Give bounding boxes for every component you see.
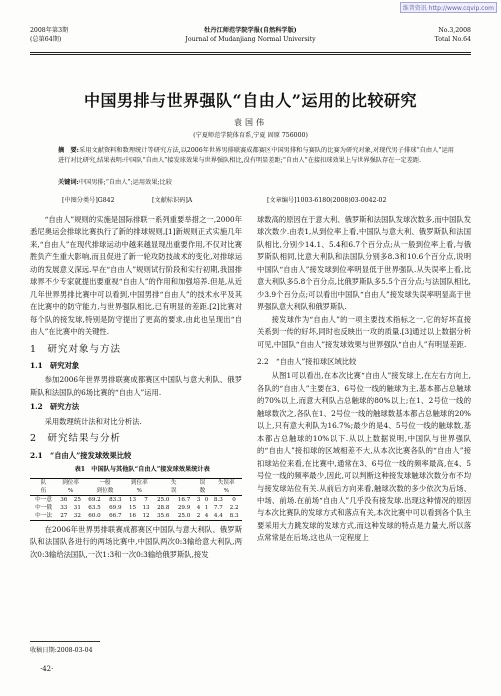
section-2-heading: 2 研究结果与分析: [30, 433, 122, 445]
issue-number-en: No.3,2008: [438, 27, 471, 34]
table-cell: 4: [196, 504, 201, 511]
clc-number: [中图分类号]G842: [62, 197, 115, 204]
header-right: [435, 26, 471, 44]
received-date: 收稿日期:2008-03-04: [30, 647, 93, 654]
reception-summary-paragraph: 接发球作为“自由人”的一项主要技术指标之一,它的好坏直接关系到一传的好坏,同时也反映出一攻的质量.[3]通过以上数据分析可见,中国队“自由人”接发球效果与世界强队“自由人”有明显差距.: [257, 314, 471, 349]
table-cell: 3: [196, 496, 201, 503]
table-cell: 2: [194, 512, 202, 521]
table-header-cell: 队: [30, 478, 57, 487]
document-code: [文献标识码]A: [152, 197, 193, 204]
table-cell: 16: [126, 512, 140, 521]
table-cell: 28.8: [156, 504, 170, 511]
table-cell: 8.3: [226, 512, 242, 521]
section-1-2-heading: 1.2 研究方法: [30, 402, 80, 412]
section-1-1-heading: 1.1 研究对象: [30, 360, 80, 370]
table-cell: 35.6: [153, 512, 174, 521]
right-column: [257, 214, 471, 545]
header-center: [30, 26, 471, 44]
left-column: [30, 214, 242, 561]
table-cell: 0: [204, 496, 209, 503]
table-row: [30, 495, 242, 504]
issue-number: 2008年第3期: [30, 27, 69, 34]
keywords: [58, 178, 454, 188]
article-title: 中国男排与世界强队“自由人”运用的比较研究: [84, 91, 417, 110]
table-header-cell: 数: [194, 487, 210, 496]
section-2-2-heading: 2.2 “自由人”接扣球区域比较: [257, 356, 357, 366]
page-number: ·42·: [40, 665, 54, 673]
total-issue-en: Total No.64: [434, 36, 471, 43]
table-header-cell: %: [57, 487, 84, 496]
table-header-row-2: [30, 487, 242, 496]
table-cell: 4.4: [210, 512, 226, 521]
table-cell: 中一意: [35, 496, 52, 503]
section-2-1-heading: 2.1 “自由人”接发球效果比较: [30, 450, 132, 460]
intro-paragraph: “自由人”规则的实施是国际排联一系列重要举措之一,2000年悉尼奥运会排球比赛执行了新的排球规则,[1]新规则正式实施几年来,“自由人”在现代排球运动中越来越显现出重要作用,不仅对比赛胜负产生重大影响,而且促进了新一轮攻防技战术的变化,对排球运动的发展意义深远.早在“自由人”规则试行阶段和实行初期,我国排球界不少专家就提出要重视“自由人”的作用和加强培养.但是,从近几年世界男排比赛中可以看到,中国男排“自由人”的技术水平及其在比赛中的防守能力,与世界强队相比,已有明显的差距.[2]比赛对每个队的接发球,特别是防守提出了更高的要求,由此也呈现出“自由人”在比赛中的关键性.: [30, 215, 242, 337]
table-header-cell: %: [210, 487, 242, 496]
table-header-cell: 一般: [84, 478, 126, 487]
keywords-label: 关键词:: [58, 179, 79, 186]
table-cell: 32: [71, 512, 85, 521]
table-row: [30, 512, 242, 521]
watermark-badge[interactable]: 维普资讯 http://www.cqvip.com: [400, 2, 497, 13]
table-cell: 4: [202, 512, 210, 521]
journal-name-cn: 牡丹江师范学院学报(自然科学版): [204, 27, 297, 34]
table-cell: 29.9: [177, 504, 191, 511]
table-cell: 27: [57, 512, 71, 521]
table-cell: 66.7: [105, 512, 126, 521]
abstract-text: 采用文献资料和数理统计等研究方法,以2006年世界男排联赛成都赛区中国男排和与赛队的比赛为研究对象,对现代男子排球“自由人”运用进行对比研究,结果表明:中国队“自由人”接发球效果与世界强队相比,没有明显差距;“自由人”在接扣球效果上与世界强队存在一定差距.: [58, 147, 454, 164]
results-paragraph: 球数高的原因在于意大利、俄罗斯和法国队发球次数多,而中国队发球次数少.由表1,从到位率上看,中国队与意大利、俄罗斯队和法国队相比,分别少14.1、5.4和6.7个百分点;从一般到位率上看,与俄罗斯队相同,比意大利队和法国队分别多8.3和10.6个百分点,说明中国队“自由人”接发球到位率明显低于世界强队.从失误率上看,比意大利队多5.8个百分点,比俄罗斯队多5.5个百分点;与法国队相比,少3.9个百分点;可以看出中国队“自由人”接发球失误率明显高于世界强队意大利队和俄罗斯队.: [257, 215, 471, 312]
journal-name-en: Journal of Mudanjiang Normal University: [185, 36, 316, 43]
table-header-cell: %: [126, 487, 153, 496]
table-header-cell: 失误率: [210, 478, 242, 487]
table-header-cell: 误: [194, 478, 210, 487]
header-rule-2: [30, 54, 471, 55]
table-header-cell: 失: [153, 478, 195, 487]
table-cell: 25: [73, 496, 81, 503]
table-cell: 13: [142, 504, 150, 511]
table-cell: 0: [232, 496, 236, 503]
table-cell: 36: [60, 496, 68, 503]
table-header-cell: 误: [153, 487, 195, 496]
author: 袁国伟: [234, 118, 267, 127]
table-row: [30, 504, 242, 512]
table-header-cell: 到位率: [57, 478, 84, 487]
table-caption: 表1 中国队与其他队“自由人”接发球效果统计表: [74, 466, 210, 474]
table-cell: 中一俄: [35, 504, 52, 511]
table-cell: 60.0: [84, 512, 105, 521]
zone-analysis-paragraph: 从图1可以看出,在本次比赛“自由人”接发球上,在左右方向上,各队的“自由人”主要在3、6号位一线的触球为主,基本都占总触球的70%以上,而意大利队占总触球的80%以上;在1、2号位一线的触球数次之,各队在1、2号位一线的触球数基本都占总触球的20%以上,只有意大利队为16.7%;最少的是4、5号位一线的触球数,基本都占总触球的10%以下.从以上数据说明,中国队与世界强队的“自由人”接扣球的区域相差不大,从本次比赛各队的“自由人”接扣球站位来看,在比赛中,通常在3、6号位一线的频率最高,在4、5号位一线的频率最少,因此,可以判断这种接发球触球次数分布不均与接发球站位有关.从前后方向来看,触球次数的多少依次为后场、中场、前场.在前场“自由人”几乎没有接发球.出现这种情况的原因与本次比赛队的发球方式和落点有关,本次比赛中可以看到各个队主要采用大力跳发球的发球方式,而这种发球的特点是力量大,所以落点常常是在后场,这也从一定程度上: [257, 371, 471, 543]
table-cell: 69.2: [88, 496, 101, 503]
table-cell: 8.3: [213, 496, 223, 503]
table-cell: 25.0: [156, 496, 170, 503]
table-header-row-1: [30, 478, 242, 487]
header-rule: [30, 52, 471, 53]
table-cell: 33: [60, 504, 68, 511]
footnote-rule: [30, 641, 100, 642]
abstract-label: 摘 要:: [58, 147, 79, 154]
table-cell: 7: [144, 496, 148, 503]
table-cell: 7.7: [213, 504, 223, 511]
table-cell: 中一法: [30, 512, 57, 521]
table-header-cell: 伍: [30, 487, 57, 496]
table-header-cell: 到位率: [126, 478, 153, 487]
keywords-text: 中国男排;“自由人”;运用效果;比较: [78, 179, 172, 186]
section-1-1-text: 参加2006年世界男排联赛成都赛区中国队与意大利队、俄罗斯队和法国队的6场比赛的“自由人”运用.: [30, 375, 242, 397]
total-issue: (总第64期): [30, 36, 62, 43]
article-number: [文章编号]1003-6180(2008)03-0042-02: [267, 197, 387, 204]
table-cell: 2.2: [229, 504, 239, 511]
table-cell: 69.9: [109, 504, 122, 511]
table-cell: 15: [128, 504, 137, 511]
table-cell: 16.7: [177, 496, 191, 503]
after-table-paragraph: 在2006年世界男排联赛成都赛区中国队与意大利队、俄罗斯队和法国队各进行的两场比赛中,中国队两次0:3输给意大利队,两次0:3输给法国队,一次1:3和一次0:3输给俄罗斯队,接发: [30, 524, 242, 559]
table-cell: 63.5: [88, 504, 101, 511]
table-cell: 1: [204, 504, 209, 511]
section-1-heading: 1 研究对象与方法: [30, 343, 122, 355]
table-header-cell: 到位数: [84, 487, 126, 496]
reception-table: [30, 478, 242, 521]
table-cell: 13: [128, 496, 137, 503]
journal-header: [30, 24, 471, 54]
table-cell: 25.0: [174, 512, 195, 521]
abstract: [58, 146, 454, 166]
table-cell: 83.3: [109, 496, 122, 503]
affiliation: (宁夏师范学院体育系,宁夏 固原 756000): [193, 132, 308, 139]
table-cell: 31: [73, 504, 81, 511]
section-1-2-text: 采用数理统计法和对比分析法.: [44, 416, 142, 426]
table-cell: 12: [139, 512, 153, 521]
